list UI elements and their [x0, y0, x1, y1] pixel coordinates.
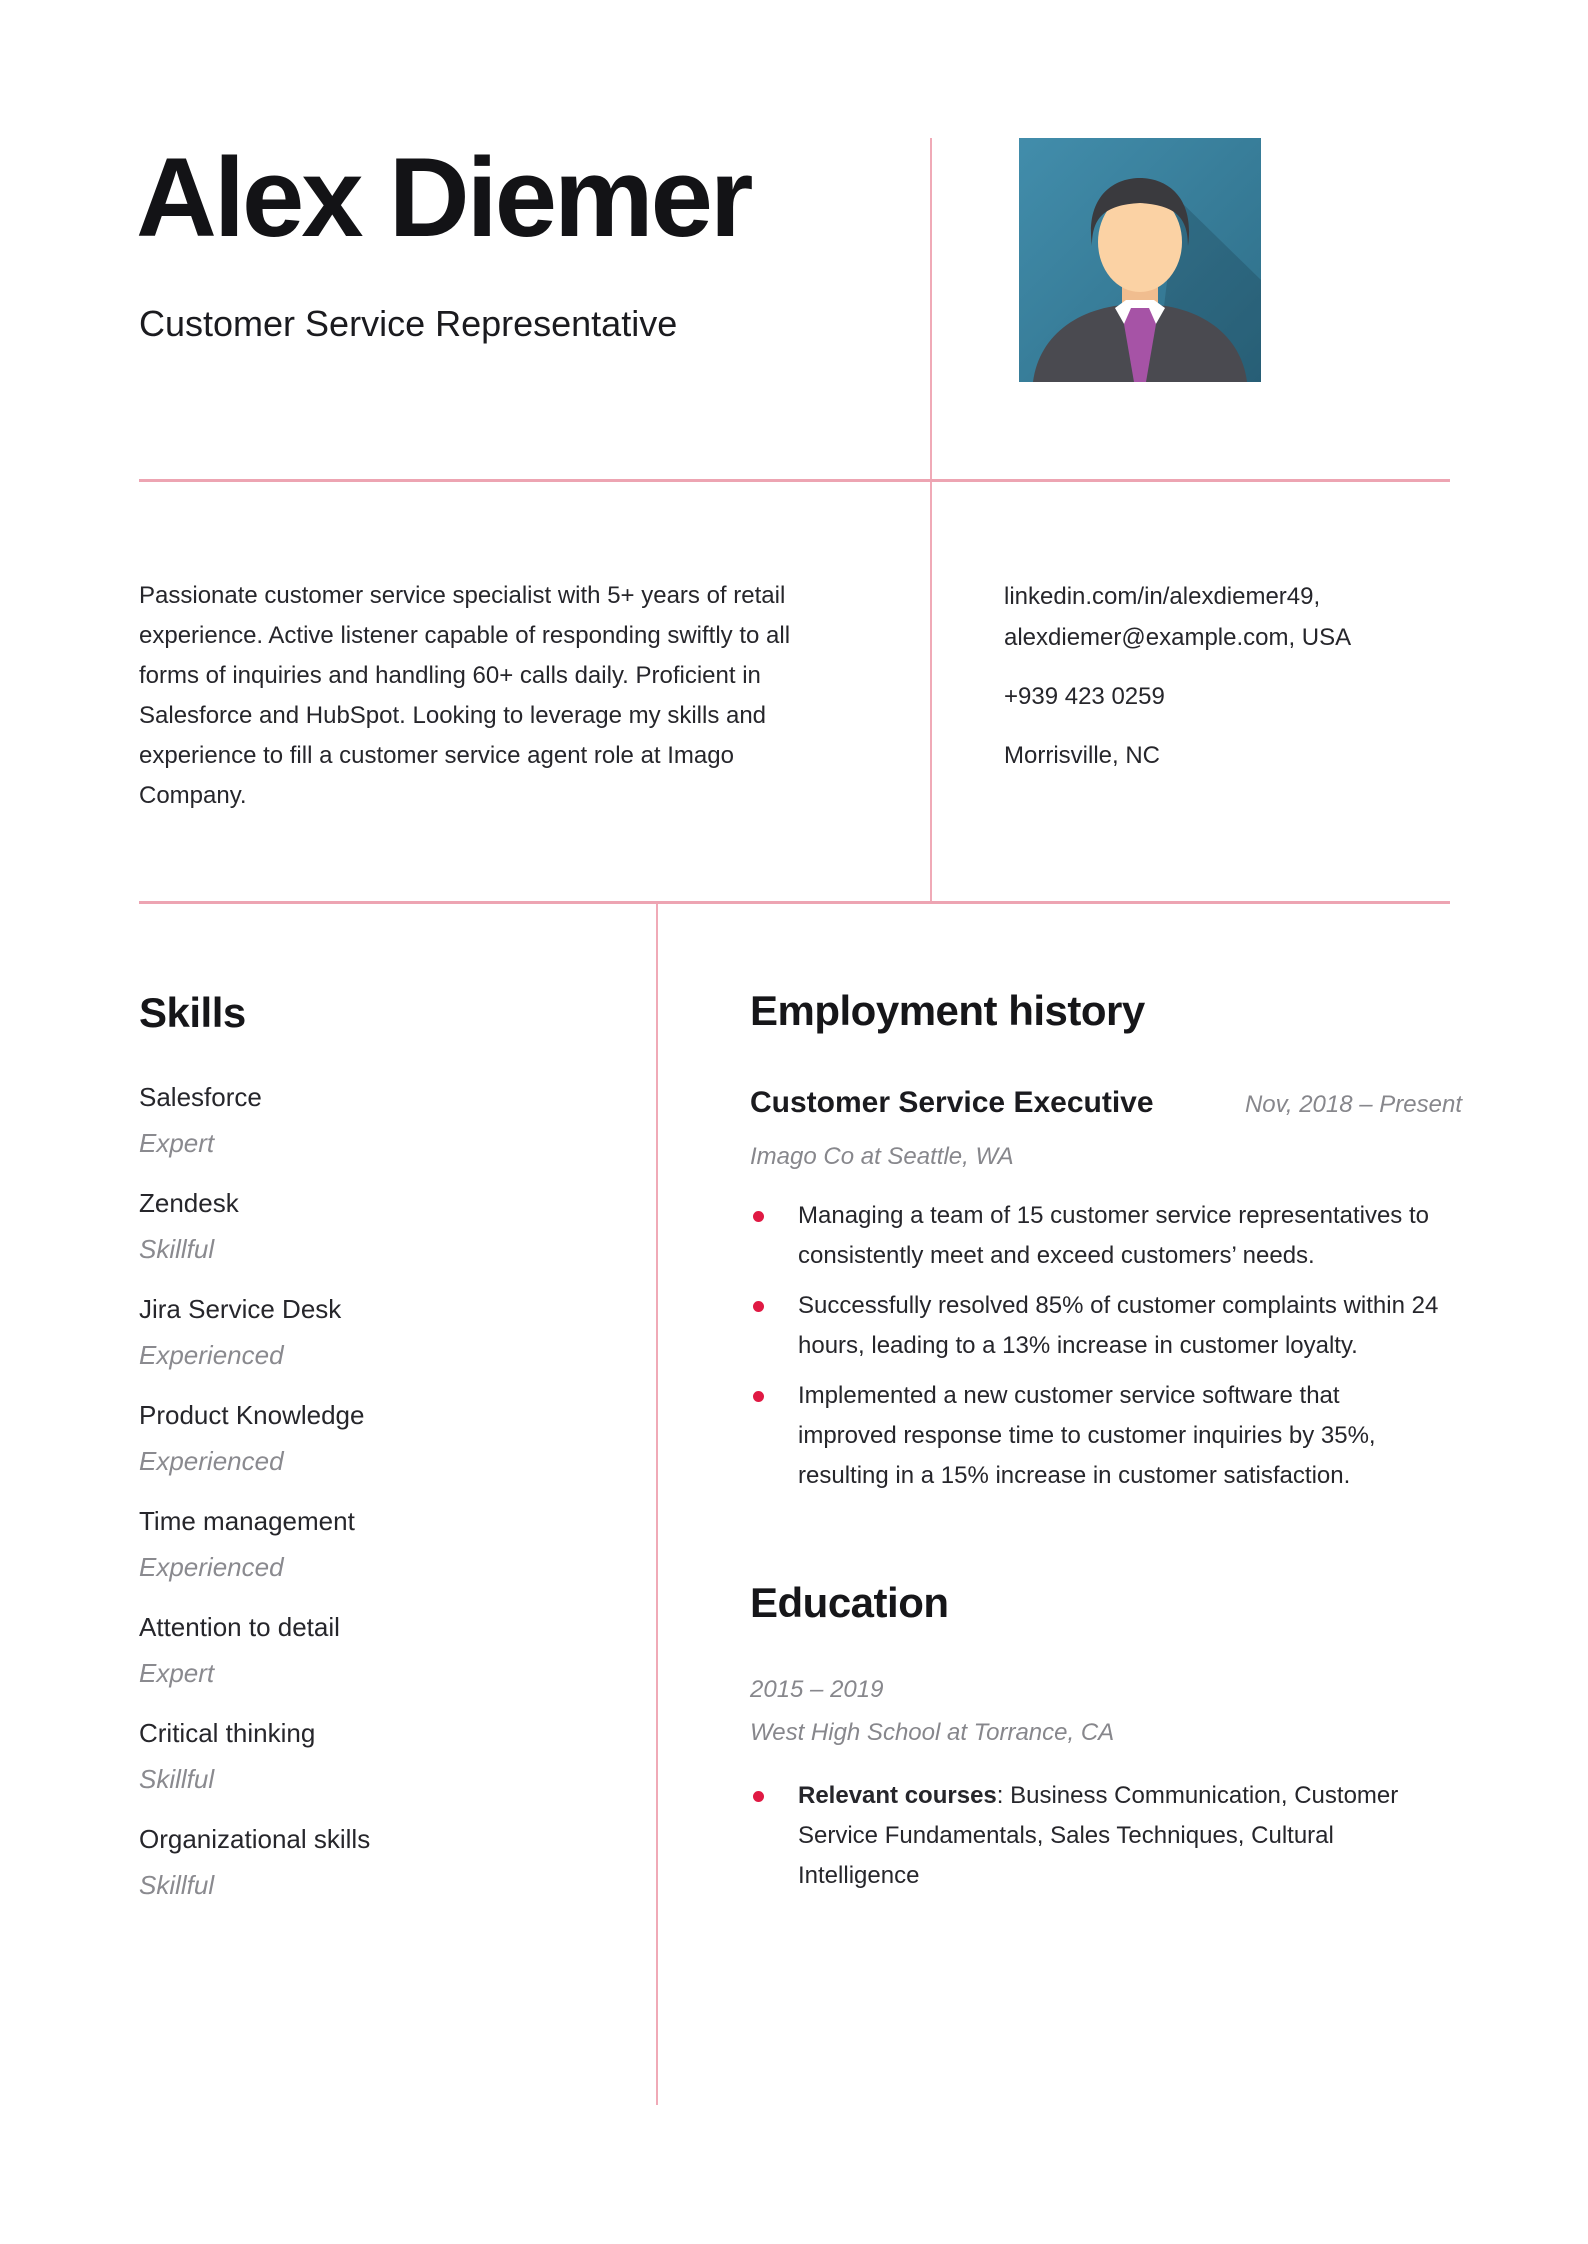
job-bullet: Implemented a new customer service software that improved response time to customer inquiries by 35%, resulting in a 15% increase in customer satisfaction.: [750, 1376, 1440, 1496]
skill-item: [139, 1080, 619, 1160]
bullet-dot-icon: [753, 1791, 764, 1802]
skill-name: Product Knowledge: [139, 1400, 365, 1430]
skill-level: Experienced: [139, 1340, 284, 1370]
skills-heading: Skills: [139, 989, 246, 1036]
contact-block: [1004, 576, 1456, 794]
skill-level: Skillful: [139, 1870, 215, 1900]
skill-item: [139, 1716, 619, 1796]
skill-name: Zendesk: [139, 1188, 239, 1218]
job-title-subtitle: Customer Service Representative: [139, 303, 678, 344]
bullet-dot-icon: [753, 1211, 764, 1222]
job-header-row: [750, 1085, 1462, 1125]
skill-item: [139, 1822, 619, 1902]
education-bullet-list: [750, 1776, 1440, 1906]
skill-item: [139, 1186, 619, 1266]
relevant-courses-text: : Business Communication, Customer Service Fundamentals, Sales Techniques, Cultural Intelligence: [798, 1782, 1399, 1889]
vertical-divider-main: [656, 904, 658, 2105]
job-bullet: Managing a team of 15 customer service representatives to consistently meet and exceed customers’ needs.: [750, 1196, 1440, 1276]
education-school: West High School at Torrance, CA: [750, 1719, 1115, 1746]
skill-name: Time management: [139, 1506, 355, 1536]
horizontal-divider-1: [139, 479, 1450, 482]
skill-name: Jira Service Desk: [139, 1294, 342, 1324]
person-avatar-icon: [1019, 138, 1261, 382]
horizontal-divider-2: [139, 901, 1450, 904]
profile-photo: [1019, 138, 1261, 382]
job-position-title: Customer Service Executive: [750, 1086, 1154, 1119]
skill-level: Experienced: [139, 1446, 284, 1476]
candidate-name: Alex Diemer: [136, 135, 751, 260]
skill-level: Expert: [139, 1128, 215, 1158]
relevant-courses-label: Relevant courses: [798, 1782, 997, 1809]
education-dates: 2015 – 2019: [750, 1676, 884, 1703]
skill-level: Expert: [139, 1658, 215, 1688]
skill-item: [139, 1504, 619, 1584]
skill-item: [139, 1610, 619, 1690]
skill-item: [139, 1398, 619, 1478]
skill-name: Salesforce: [139, 1082, 262, 1112]
education-bullet: [750, 1776, 1440, 1896]
contact-links: linkedin.com/in/alexdiemer49, alexdiemer@example.com, USA: [1004, 583, 1352, 651]
skill-name: Critical thinking: [139, 1718, 316, 1748]
skill-name: Organizational skills: [139, 1824, 371, 1854]
vertical-divider-top: [930, 138, 932, 903]
employment-history-heading: Employment history: [750, 987, 1145, 1034]
skill-name: Attention to detail: [139, 1612, 340, 1642]
contact-location: Morrisville, NC: [1004, 742, 1160, 769]
skill-level: Skillful: [139, 1764, 215, 1794]
profile-summary: Passionate customer service specialist with 5+ years of retail experience. Active listener capable of responding swiftly to all forms of inquiries and handling 60+ calls daily. Proficient in Salesforce and HubSpot. Looking to leverage my skills and experience to fill a customer service agent role at Imago Company.: [139, 582, 791, 809]
skill-level: Skillful: [139, 1234, 215, 1264]
job-company-location: Imago Co at Seattle, WA: [750, 1143, 1014, 1170]
skill-item: [139, 1292, 619, 1372]
skill-level: Experienced: [139, 1552, 284, 1582]
education-heading: Education: [750, 1579, 949, 1626]
skills-list: [139, 1080, 619, 1928]
contact-phone: +939 423 0259: [1004, 683, 1165, 710]
job-dates: Nov, 2018 – Present: [1244, 1091, 1462, 1118]
job-bullet: Successfully resolved 85% of customer complaints within 24 hours, leading to a 13% increase in customer loyalty.: [750, 1286, 1440, 1366]
bullet-dot-icon: [753, 1391, 764, 1402]
job-bullet-list: [750, 1196, 1440, 1506]
bullet-dot-icon: [753, 1301, 764, 1312]
